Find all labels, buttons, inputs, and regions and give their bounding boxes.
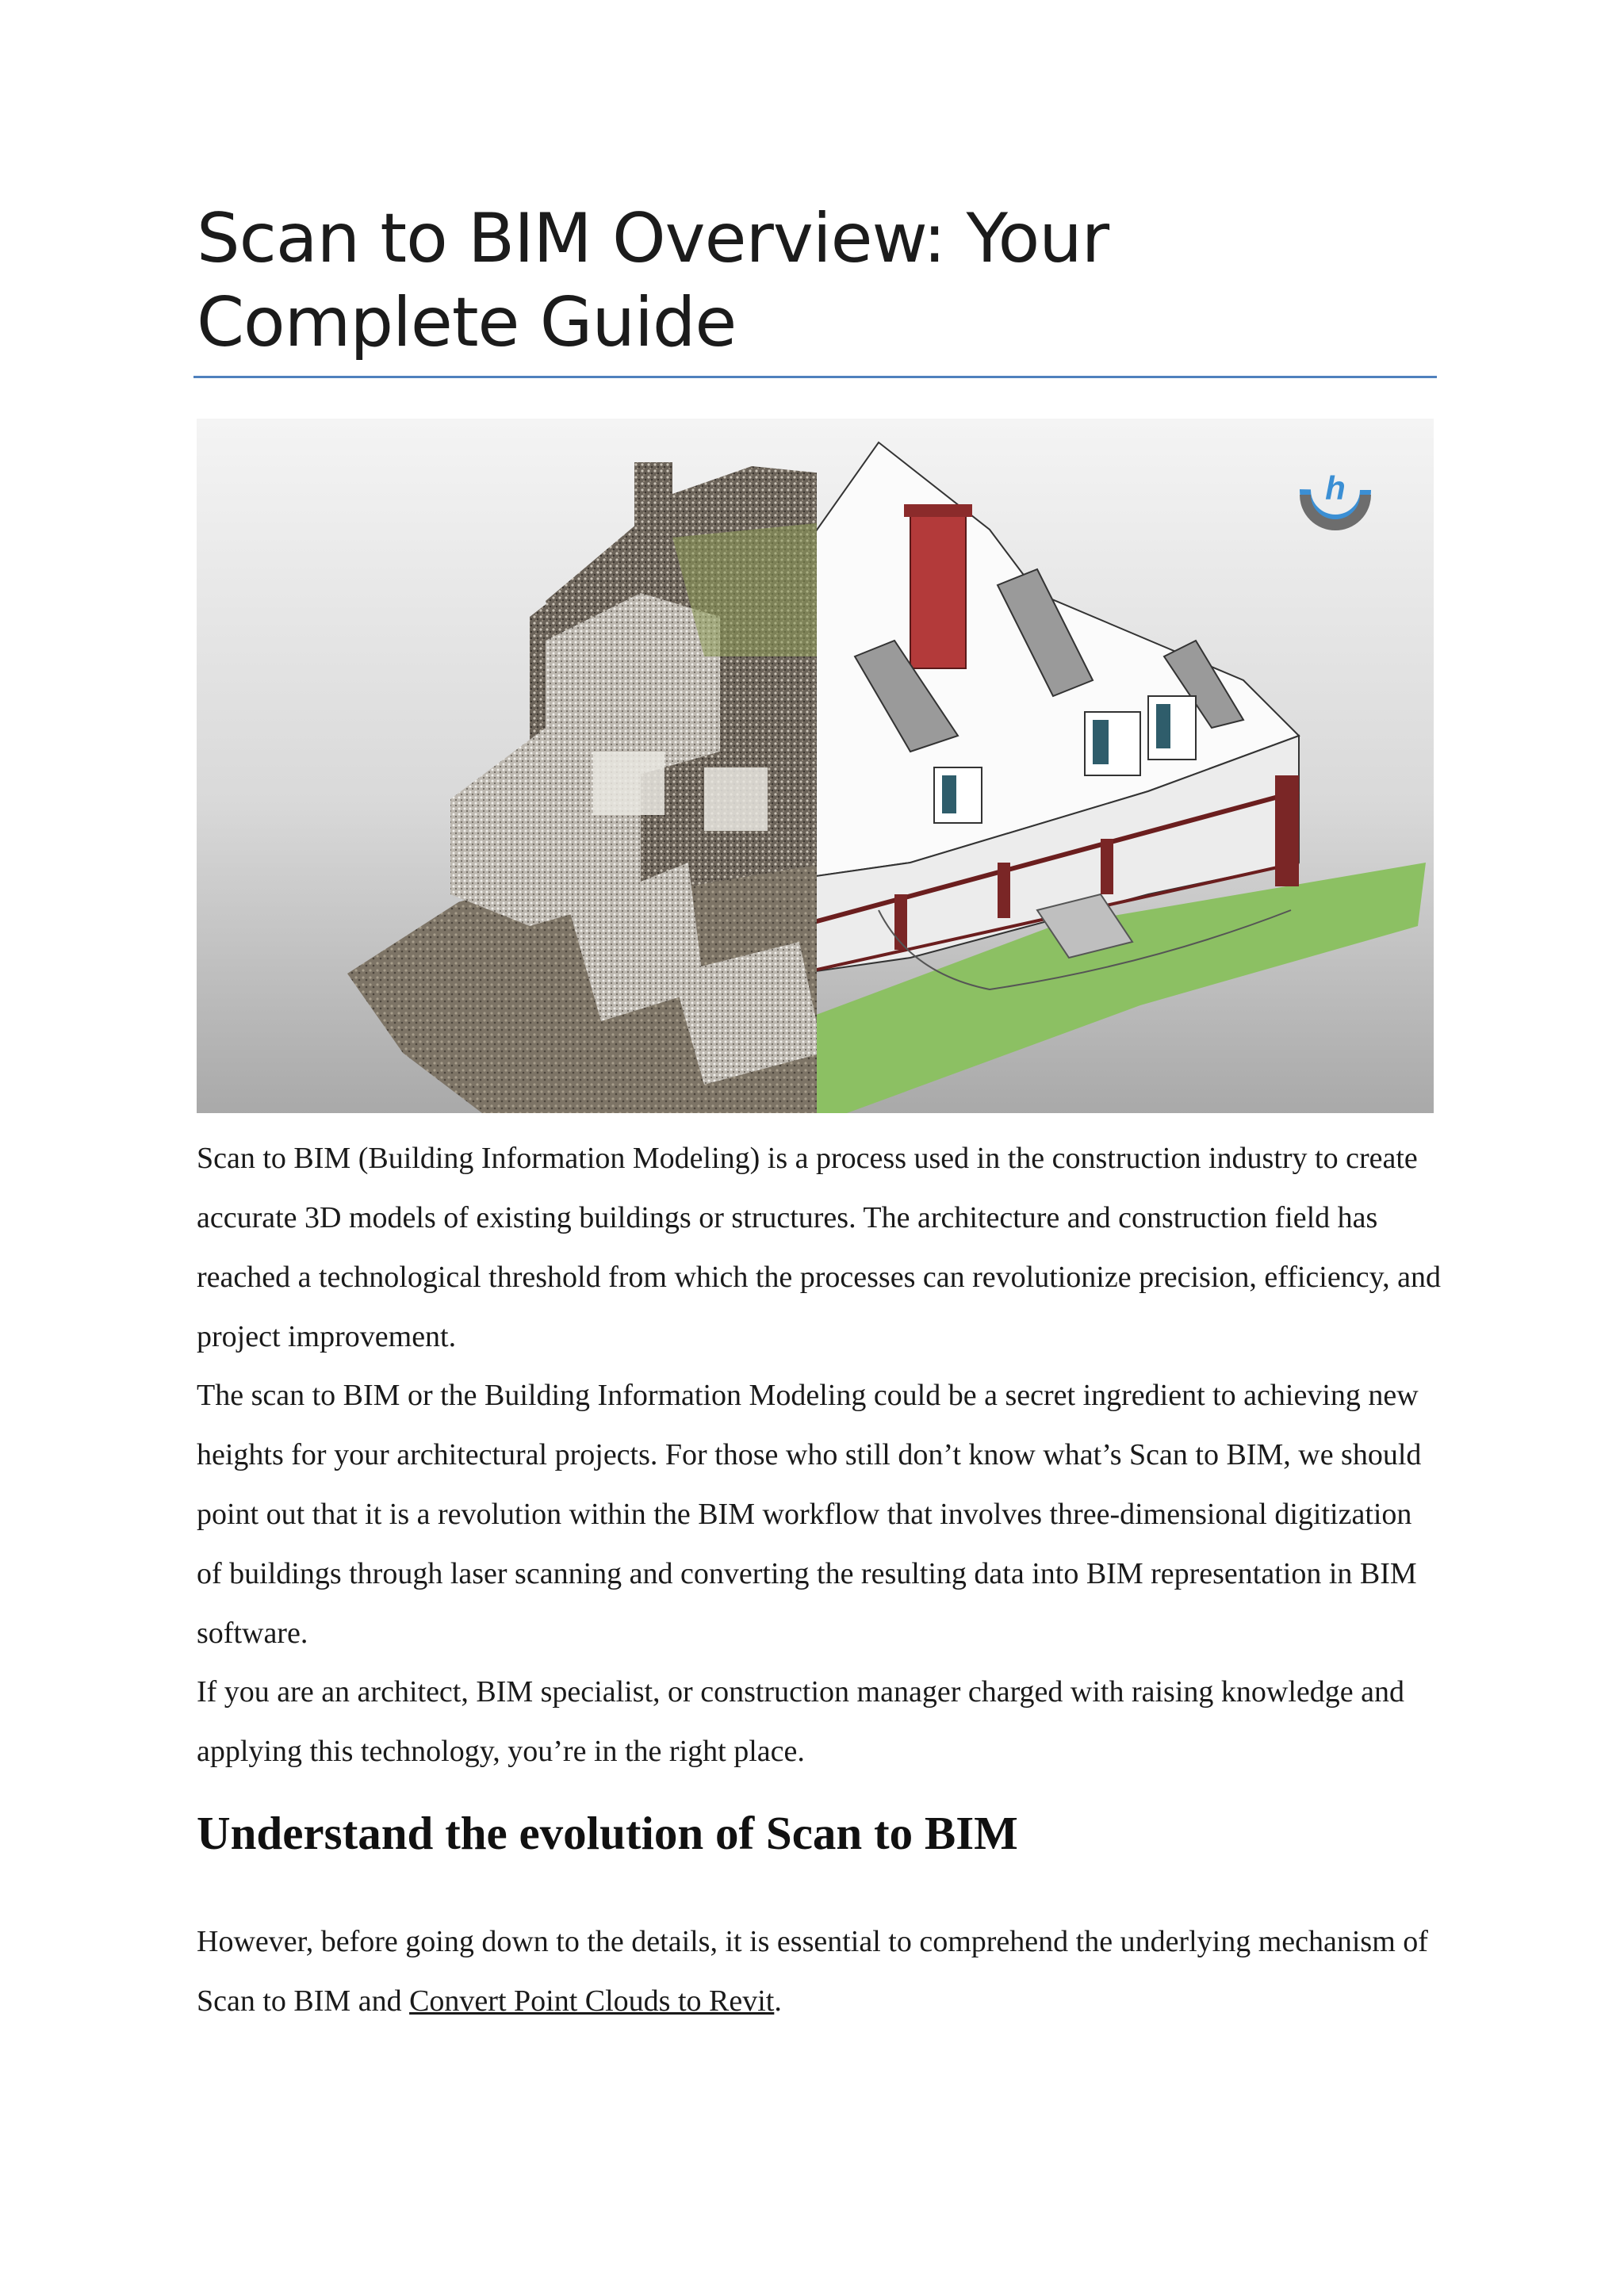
intro-paragraph-2: The scan to BIM or the Building Information Modeling could be a secret ingredient to achieving new heights for your architectural projects. For those who still don’t know what’s Scan to BIM, we should point out that it is a revolution within the BIM workflow that involves three-dimensional digitization of buildings through laser scanning and converting the resulting data into BIM representation in BIM software. [197, 1379, 1422, 1650]
hero-image [197, 419, 1434, 1113]
convert-point-clouds-link[interactable]: Convert Point Clouds to Revit [409, 1984, 775, 2018]
section-heading: Understand the evolution of Scan to BIM [197, 1807, 1018, 1859]
logo-letter: h [1325, 469, 1346, 507]
intro-paragraph-1: Scan to BIM (Building Information Modeling) is a process used in the construction industry to create accurate 3D models of existing buildings or structures. The architecture and construction field has reached a technological threshold from which the processes can revolutionize precision, efficiency, and project improvement. [197, 1142, 1441, 1353]
intro-paragraph-3: If you are an architect, BIM specialist, or construction manager charged with raising knowledge and applying this technology, you’re in the right place. [197, 1675, 1405, 1768]
section-paragraph [197, 1912, 1442, 2031]
section-paragraph-lead: However, before going down to the details, it is essential to comprehend the underlying mechanism of Scan to BIM and [197, 1925, 1428, 2018]
section-paragraph-tail: . [774, 1984, 782, 2018]
scan-to-bim-house-illustration [197, 419, 1434, 1113]
title-underline [193, 376, 1437, 378]
page-title: Scan to BIM Overview: Your Complete Guide [197, 199, 1109, 362]
